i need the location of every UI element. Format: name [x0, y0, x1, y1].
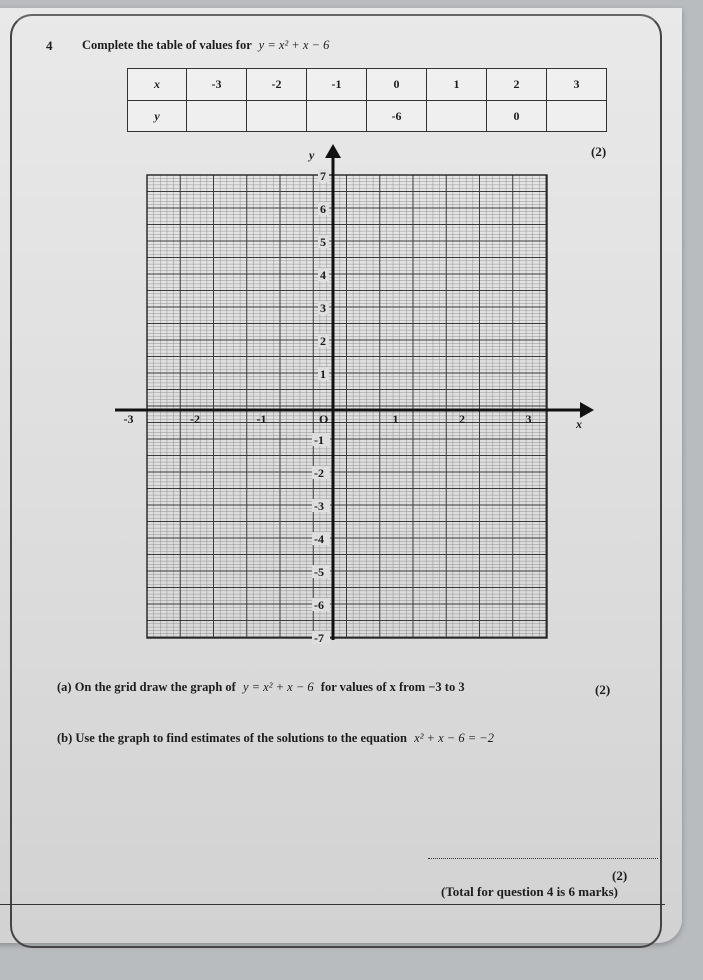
- part-b-text: Use the graph to find estimates of the solutions to the equation: [75, 731, 408, 745]
- y-tick-label: 6: [320, 202, 326, 216]
- part-b-marks: (2): [612, 868, 628, 883]
- part-a: [57, 680, 465, 695]
- y-tick-label: -6: [314, 598, 324, 612]
- x-cell: 0: [367, 69, 427, 101]
- y-tick-label: -1: [314, 433, 324, 447]
- part-a-label: (a): [57, 680, 72, 694]
- x-tick-label: 1: [392, 412, 399, 426]
- y-cell: -6: [367, 101, 427, 132]
- y-cell[interactable]: [187, 101, 247, 132]
- total-marks: (Total for question 4 is 6 marks): [441, 884, 618, 899]
- x-cell: -1: [307, 69, 367, 101]
- part-b: [57, 731, 498, 746]
- answer-line[interactable]: [428, 858, 658, 859]
- x-cell: 3: [547, 69, 607, 101]
- y-tick-label: 2: [320, 334, 326, 348]
- table-row-x: [128, 69, 607, 101]
- y-tick-label: 5: [320, 235, 326, 249]
- part-b-label: (b): [57, 731, 73, 745]
- y-cell[interactable]: [427, 101, 487, 132]
- x-tick-label: 3: [525, 412, 532, 426]
- y-tick-label: 3: [320, 301, 326, 315]
- table-row-y: [128, 101, 607, 132]
- y-tick-label: 1: [320, 367, 326, 381]
- question-number: 4: [46, 38, 53, 53]
- y-axis-arrow: [325, 144, 341, 158]
- x-tick-label: -1: [256, 412, 267, 426]
- table-marks: (2): [591, 144, 607, 159]
- y-cell: 0: [487, 101, 547, 132]
- y-header-cell: y: [128, 101, 187, 132]
- part-b-equation: x² + x − 6 = −2: [414, 731, 494, 745]
- table-of-values: [127, 68, 607, 132]
- prompt-equation: y = x² + x − 6: [258, 38, 330, 52]
- x-header-cell: x: [128, 69, 187, 101]
- x-tick-label: O: [319, 412, 329, 426]
- y-tick-label: -7: [314, 631, 324, 645]
- x-tick-label: 2: [459, 412, 465, 426]
- x-axis-label: x: [576, 417, 582, 431]
- x-cell: 2: [487, 69, 547, 101]
- part-a-range: for values of x from −3 to 3: [320, 680, 465, 694]
- section-divider: [0, 904, 665, 905]
- y-tick-label: -2: [314, 466, 324, 480]
- part-a-marks: (2): [595, 682, 611, 697]
- y-cell[interactable]: [247, 101, 307, 132]
- y-cell[interactable]: [307, 101, 367, 132]
- y-tick-label: -3: [314, 499, 324, 513]
- y-tick-label: -5: [314, 565, 324, 579]
- x-cell: -2: [247, 69, 307, 101]
- x-tick-label: -2: [190, 412, 200, 426]
- prompt-text: Complete the table of values for: [82, 38, 252, 52]
- y-tick-label: 4: [320, 268, 326, 282]
- y-cell[interactable]: [547, 101, 607, 132]
- x-cell: -3: [187, 69, 247, 101]
- x-cell: 1: [427, 69, 487, 101]
- y-axis-label: y: [309, 148, 315, 162]
- x-axis-arrow: [580, 402, 594, 418]
- graph-grid[interactable]: [110, 140, 600, 645]
- y-tick-label: 7: [320, 169, 326, 183]
- part-a-equation: y = x² + x − 6: [242, 680, 314, 694]
- question-prompt: [82, 38, 329, 53]
- y-tick-label: -4: [314, 532, 324, 546]
- part-a-text: On the grid draw the graph of: [74, 680, 236, 694]
- x-tick-label: -3: [123, 412, 134, 426]
